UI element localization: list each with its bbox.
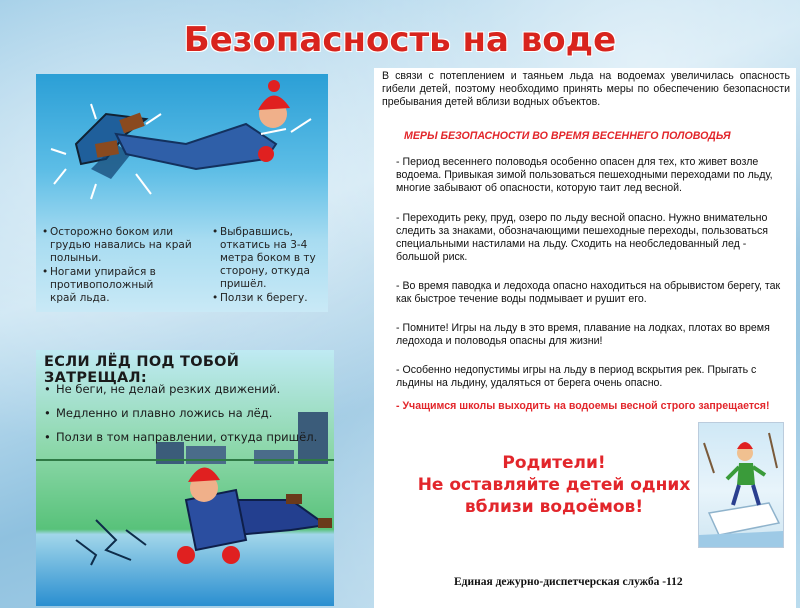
- measures-heading: МЕРЫ БЕЗОПАСНОСТИ ВО ВРЕМЯ ВЕСЕННЕГО ПОЛОВОДЬЯ: [404, 130, 731, 142]
- child-on-ice-floe-picture: [698, 422, 784, 548]
- page-title: Безопасность на воде: [183, 20, 617, 60]
- paragraph: - Во время паводка и ледохода опасно находиться на обрывистом берегу, так как быстрое течение воды подмывает и рушит его.: [396, 280, 781, 305]
- paragraph: - Период весеннего половодья особенно опасен для тех, кто живет возле водоема. Привыкая зимой пользоваться пешеходными переходами по льду, многие забывают об опасности, которую таит лед весной.: [396, 156, 773, 194]
- bullet-item: • Выбравшись, откатись на 3-4 метра боком в ту сторону, откуда пришёл.: [212, 226, 316, 290]
- parents-callout-line: вблизи водоёмов!: [464, 497, 644, 517]
- ice-rescue-illustration-panel: [36, 74, 328, 312]
- bullet-item: • Ползи к берегу.: [212, 292, 308, 304]
- bullet-item: • Ногами упирайся в противоположный край льда.: [42, 266, 156, 304]
- intro-paragraph: В связи с потеплением и таяньем льда на водоемах увеличилась опасность гибели детей, поэтому необходимо принять меры по обеспечению безопасности пребывания детей вблизи водных объектов.: [382, 70, 790, 108]
- bullet-item: • Медленно и плавно ложись на лёд.: [44, 406, 273, 420]
- bullet-item: • Ползи в том направлении, откуда пришёл.: [44, 430, 318, 444]
- bullet-item: • Не беги, не делай резких движений.: [44, 382, 281, 396]
- footer-hotline: Единая дежурно-диспетчерская служба -112: [454, 576, 683, 588]
- ice-cracking-illustration-panel: [36, 350, 334, 606]
- bullet-item: • Осторожно боком или грудью навались на край полыньи.: [42, 226, 192, 264]
- parents-callout-line: Не оставляйте детей одних: [417, 475, 691, 495]
- parents-callout-line: Родители!: [502, 453, 606, 473]
- section-heading: ЕСЛИ ЛЁД ПОД ТОБОЙ ЗАТРЕЩАЛ:: [44, 354, 240, 386]
- paragraph: - Особенно недопустимы игры на льду в период вскрытия рек. Прыгать с льдины на льдину, удаляться от берега очень опасно.: [396, 364, 757, 389]
- paragraph: - Переходить реку, пруд, озеро по льду весной опасно. Нужно внимательно следить за знаками, обозначающими пешеходные переходы, пользоваться специальными настилами на льду. Сходить на необследованный лед - большой риск.: [396, 212, 769, 263]
- warning-text: - Учащимся школы выходить на водоемы весной строго запрещается!: [396, 400, 770, 412]
- child-on-ice-floe-illustration: [699, 423, 783, 547]
- safety-text-panel: [374, 68, 796, 608]
- paragraph: - Помните! Игры на льду в это время, плавание на лодках, плотах во время ледохода и половодья опасны для жизни!: [396, 322, 770, 347]
